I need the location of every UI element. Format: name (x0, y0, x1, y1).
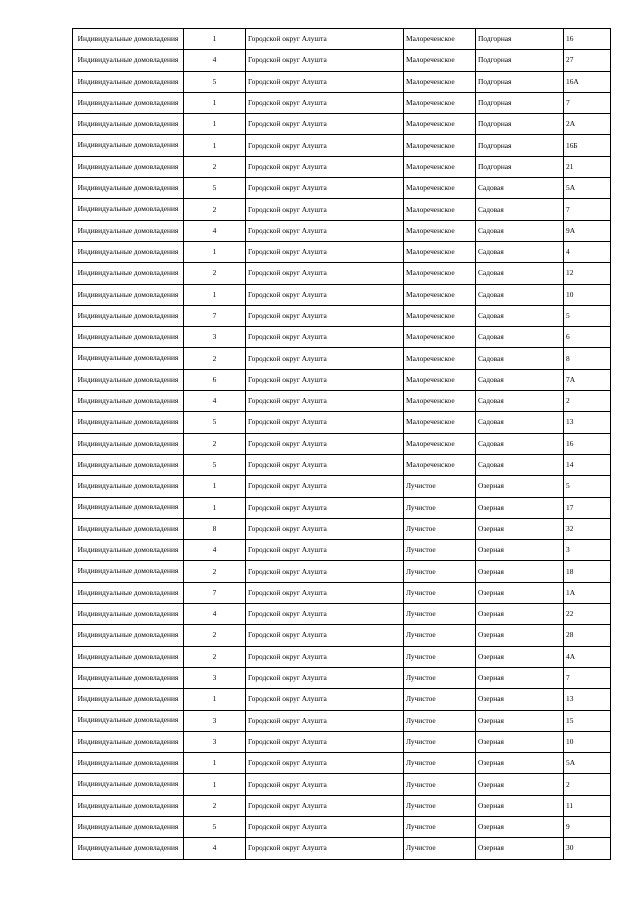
house-number-cell: 1А (564, 582, 611, 603)
table-row (73, 540, 611, 561)
house-number-cell: 18 (564, 561, 611, 582)
house-number-cell: 21 (564, 156, 611, 177)
street-cell: Садовая (476, 284, 564, 305)
count-cell: 2 (184, 348, 246, 369)
street-cell: Озерная (476, 497, 564, 518)
street-cell: Озерная (476, 816, 564, 837)
locality-cell: Малореченское (404, 199, 476, 220)
locality-cell: Малореченское (404, 327, 476, 348)
table-row (73, 625, 611, 646)
district-cell: Городской округ Алушта (246, 582, 404, 603)
street-cell: Озерная (476, 646, 564, 667)
street-cell: Садовая (476, 305, 564, 326)
street-cell: Озерная (476, 604, 564, 625)
count-cell: 5 (184, 816, 246, 837)
house-number-cell: 16 (564, 29, 611, 50)
table-row (73, 92, 611, 113)
locality-cell: Лучистое (404, 795, 476, 816)
table-row (73, 497, 611, 518)
count-cell: 4 (184, 540, 246, 561)
count-cell: 3 (184, 710, 246, 731)
count-cell: 1 (184, 774, 246, 795)
locality-cell: Лучистое (404, 838, 476, 859)
locality-cell: Лучистое (404, 540, 476, 561)
street-cell: Подгорная (476, 71, 564, 92)
house-number-cell: 15 (564, 710, 611, 731)
district-cell: Городской округ Алушта (246, 689, 404, 710)
house-number-cell: 16 (564, 433, 611, 454)
district-cell: Городской округ Алушта (246, 518, 404, 539)
locality-cell: Малореченское (404, 284, 476, 305)
locality-cell: Малореченское (404, 348, 476, 369)
table-row (73, 454, 611, 475)
housing-type-cell: Индивидуальные домовладения (73, 667, 184, 688)
locality-cell: Малореченское (404, 220, 476, 241)
street-cell: Озерная (476, 753, 564, 774)
district-cell: Городской округ Алушта (246, 156, 404, 177)
locality-cell: Лучистое (404, 667, 476, 688)
street-cell: Садовая (476, 241, 564, 262)
house-number-cell: 7А (564, 369, 611, 390)
district-cell: Городской округ Алушта (246, 497, 404, 518)
housing-type-cell: Индивидуальные домовладения (73, 582, 184, 603)
locality-cell: Малореченское (404, 433, 476, 454)
house-number-cell: 5 (564, 476, 611, 497)
count-cell: 2 (184, 795, 246, 816)
street-cell: Садовая (476, 454, 564, 475)
street-cell: Озерная (476, 561, 564, 582)
house-number-cell: 7 (564, 667, 611, 688)
house-number-cell: 32 (564, 518, 611, 539)
street-cell: Озерная (476, 689, 564, 710)
housing-type-cell: Индивидуальные домовладения (73, 50, 184, 71)
street-cell: Озерная (476, 582, 564, 603)
count-cell: 4 (184, 604, 246, 625)
count-cell: 1 (184, 497, 246, 518)
house-number-cell: 8 (564, 348, 611, 369)
district-cell: Городской округ Алушта (246, 114, 404, 135)
house-number-cell: 17 (564, 497, 611, 518)
count-cell: 2 (184, 646, 246, 667)
district-cell: Городской округ Алушта (246, 369, 404, 390)
street-cell: Садовая (476, 263, 564, 284)
house-number-cell: 22 (564, 604, 611, 625)
table-row (73, 369, 611, 390)
housing-type-cell: Индивидуальные домовладения (73, 689, 184, 710)
district-cell: Городской округ Алушта (246, 476, 404, 497)
count-cell: 2 (184, 156, 246, 177)
housing-type-cell: Индивидуальные домовладения (73, 646, 184, 667)
street-cell: Озерная (476, 731, 564, 752)
housing-type-cell: Индивидуальные домовладения (73, 114, 184, 135)
housing-type-cell: Индивидуальные домовладения (73, 241, 184, 262)
street-cell: Озерная (476, 476, 564, 497)
count-cell: 4 (184, 391, 246, 412)
housing-type-cell: Индивидуальные домовладения (73, 156, 184, 177)
housing-type-cell: Индивидуальные домовладения (73, 220, 184, 241)
count-cell: 6 (184, 369, 246, 390)
street-cell: Подгорная (476, 29, 564, 50)
count-cell: 1 (184, 241, 246, 262)
count-cell: 2 (184, 561, 246, 582)
house-number-cell: 13 (564, 689, 611, 710)
count-cell: 1 (184, 689, 246, 710)
table-row (73, 838, 611, 859)
street-cell: Озерная (476, 540, 564, 561)
locality-cell: Малореченское (404, 241, 476, 262)
housing-type-cell: Индивидуальные домовладения (73, 369, 184, 390)
locality-cell: Лучистое (404, 476, 476, 497)
district-cell: Городской округ Алушта (246, 774, 404, 795)
count-cell: 5 (184, 178, 246, 199)
locality-cell: Лучистое (404, 689, 476, 710)
locality-cell: Малореченское (404, 263, 476, 284)
district-cell: Городской округ Алушта (246, 433, 404, 454)
table-row (73, 29, 611, 50)
house-number-cell: 3 (564, 540, 611, 561)
housing-type-cell: Индивидуальные домовладения (73, 540, 184, 561)
street-cell: Садовая (476, 327, 564, 348)
count-cell: 5 (184, 412, 246, 433)
district-cell: Городской округ Алушта (246, 327, 404, 348)
table-row (73, 561, 611, 582)
district-cell: Городской округ Алушта (246, 731, 404, 752)
street-cell: Садовая (476, 433, 564, 454)
table-row (73, 50, 611, 71)
housing-type-cell: Индивидуальные домовладения (73, 284, 184, 305)
district-cell: Городской округ Алушта (246, 284, 404, 305)
count-cell: 2 (184, 199, 246, 220)
street-cell: Садовая (476, 348, 564, 369)
district-cell: Городской округ Алушта (246, 646, 404, 667)
locality-cell: Малореченское (404, 178, 476, 199)
housing-type-cell: Индивидуальные домовладения (73, 518, 184, 539)
street-cell: Садовая (476, 199, 564, 220)
table-row (73, 816, 611, 837)
housing-type-cell: Индивидуальные домовладения (73, 305, 184, 326)
house-number-cell: 5А (564, 178, 611, 199)
count-cell: 1 (184, 753, 246, 774)
district-cell: Городской округ Алушта (246, 540, 404, 561)
district-cell: Городской округ Алушта (246, 92, 404, 113)
district-cell: Городской округ Алушта (246, 667, 404, 688)
table-row (73, 731, 611, 752)
house-number-cell: 14 (564, 454, 611, 475)
table-row (73, 241, 611, 262)
table-row (73, 305, 611, 326)
table-row (73, 795, 611, 816)
locality-cell: Малореченское (404, 305, 476, 326)
district-cell: Городской округ Алушта (246, 454, 404, 475)
locality-cell: Малореченское (404, 369, 476, 390)
house-number-cell: 11 (564, 795, 611, 816)
locality-cell: Лучистое (404, 646, 476, 667)
count-cell: 1 (184, 29, 246, 50)
locality-cell: Лучистое (404, 604, 476, 625)
district-cell: Городской округ Алушта (246, 241, 404, 262)
street-cell: Подгорная (476, 156, 564, 177)
house-number-cell: 4 (564, 241, 611, 262)
locality-cell: Малореченское (404, 412, 476, 433)
table-row (73, 667, 611, 688)
table-row (73, 348, 611, 369)
district-cell: Городской округ Алушта (246, 795, 404, 816)
street-cell: Подгорная (476, 135, 564, 156)
housing-type-cell: Индивидуальные домовладения (73, 838, 184, 859)
locality-cell: Лучистое (404, 582, 476, 603)
table-row (73, 391, 611, 412)
count-cell: 1 (184, 114, 246, 135)
locality-cell: Лучистое (404, 753, 476, 774)
table-row (73, 327, 611, 348)
count-cell: 4 (184, 838, 246, 859)
table-row (73, 433, 611, 454)
count-cell: 1 (184, 476, 246, 497)
district-cell: Городской округ Алушта (246, 838, 404, 859)
locality-cell: Малореченское (404, 454, 476, 475)
locality-cell: Малореченское (404, 156, 476, 177)
house-number-cell: 27 (564, 50, 611, 71)
table-row (73, 710, 611, 731)
district-cell: Городской округ Алушта (246, 710, 404, 731)
count-cell: 5 (184, 71, 246, 92)
district-cell: Городской округ Алушта (246, 178, 404, 199)
locality-cell: Лучистое (404, 497, 476, 518)
house-number-cell: 10 (564, 731, 611, 752)
house-number-cell: 30 (564, 838, 611, 859)
house-number-cell: 28 (564, 625, 611, 646)
table-row (73, 604, 611, 625)
house-number-cell: 5 (564, 305, 611, 326)
locality-cell: Малореченское (404, 71, 476, 92)
street-cell: Озерная (476, 667, 564, 688)
house-number-cell: 5А (564, 753, 611, 774)
house-number-cell: 16Б (564, 135, 611, 156)
house-number-cell: 9А (564, 220, 611, 241)
street-cell: Озерная (476, 795, 564, 816)
table-row (73, 220, 611, 241)
count-cell: 1 (184, 135, 246, 156)
street-cell: Подгорная (476, 50, 564, 71)
housing-type-cell: Индивидуальные домовладения (73, 454, 184, 475)
count-cell: 8 (184, 518, 246, 539)
count-cell: 2 (184, 433, 246, 454)
locality-cell: Малореченское (404, 391, 476, 412)
housing-type-cell: Индивидуальные домовладения (73, 625, 184, 646)
house-number-cell: 2 (564, 391, 611, 412)
housing-type-cell: Индивидуальные домовладения (73, 71, 184, 92)
house-number-cell: 9 (564, 816, 611, 837)
table-row (73, 774, 611, 795)
housing-type-cell: Индивидуальные домовладения (73, 327, 184, 348)
street-cell: Озерная (476, 518, 564, 539)
district-cell: Городской округ Алушта (246, 50, 404, 71)
locality-cell: Лучистое (404, 561, 476, 582)
district-cell: Городской округ Алушта (246, 625, 404, 646)
locality-cell: Лучистое (404, 731, 476, 752)
housing-type-cell: Индивидуальные домовладения (73, 476, 184, 497)
street-cell: Садовая (476, 220, 564, 241)
district-cell: Городской округ Алушта (246, 604, 404, 625)
housing-type-cell: Индивидуальные домовладения (73, 433, 184, 454)
table-row (73, 518, 611, 539)
house-number-cell: 7 (564, 199, 611, 220)
street-cell: Озерная (476, 838, 564, 859)
table-row (73, 476, 611, 497)
district-cell: Городской округ Алушта (246, 348, 404, 369)
district-cell: Городской округ Алушта (246, 561, 404, 582)
table-row (73, 263, 611, 284)
house-number-cell: 12 (564, 263, 611, 284)
housing-type-cell: Индивидуальные домовладения (73, 92, 184, 113)
count-cell: 7 (184, 305, 246, 326)
district-cell: Городской округ Алушта (246, 391, 404, 412)
housing-type-cell: Индивидуальные домовладения (73, 348, 184, 369)
street-cell: Садовая (476, 369, 564, 390)
house-number-cell: 6 (564, 327, 611, 348)
housing-type-cell: Индивидуальные домовладения (73, 816, 184, 837)
locality-cell: Малореченское (404, 135, 476, 156)
housing-type-cell: Индивидуальные домовладения (73, 412, 184, 433)
locality-cell: Малореченское (404, 29, 476, 50)
house-number-cell: 7 (564, 92, 611, 113)
district-cell: Городской округ Алушта (246, 220, 404, 241)
district-cell: Городской округ Алушта (246, 753, 404, 774)
district-cell: Городской округ Алушта (246, 71, 404, 92)
housing-type-cell: Индивидуальные домовладения (73, 497, 184, 518)
address-table-body (73, 29, 611, 860)
housing-type-cell: Индивидуальные домовладения (73, 391, 184, 412)
locality-cell: Лучистое (404, 774, 476, 795)
street-cell: Озерная (476, 710, 564, 731)
count-cell: 3 (184, 327, 246, 348)
count-cell: 3 (184, 731, 246, 752)
housing-type-cell: Индивидуальные домовладения (73, 795, 184, 816)
address-table (72, 28, 611, 860)
street-cell: Озерная (476, 774, 564, 795)
district-cell: Городской округ Алушта (246, 135, 404, 156)
locality-cell: Лучистое (404, 625, 476, 646)
house-number-cell: 2 (564, 774, 611, 795)
housing-type-cell: Индивидуальные домовладения (73, 753, 184, 774)
street-cell: Озерная (476, 625, 564, 646)
table-row (73, 412, 611, 433)
house-number-cell: 16А (564, 71, 611, 92)
count-cell: 2 (184, 625, 246, 646)
district-cell: Городской округ Алушта (246, 263, 404, 284)
house-number-cell: 10 (564, 284, 611, 305)
housing-type-cell: Индивидуальные домовладения (73, 199, 184, 220)
street-cell: Садовая (476, 178, 564, 199)
table-row (73, 753, 611, 774)
table-row (73, 199, 611, 220)
housing-type-cell: Индивидуальные домовладения (73, 774, 184, 795)
housing-type-cell: Индивидуальные домовладения (73, 29, 184, 50)
count-cell: 5 (184, 454, 246, 475)
table-row (73, 689, 611, 710)
housing-type-cell: Индивидуальные домовладения (73, 710, 184, 731)
housing-type-cell: Индивидуальные домовладения (73, 263, 184, 284)
housing-type-cell: Индивидуальные домовладения (73, 561, 184, 582)
locality-cell: Малореченское (404, 114, 476, 135)
house-number-cell: 13 (564, 412, 611, 433)
locality-cell: Малореченское (404, 50, 476, 71)
table-row (73, 646, 611, 667)
count-cell: 1 (184, 284, 246, 305)
count-cell: 3 (184, 667, 246, 688)
house-number-cell: 4А (564, 646, 611, 667)
table-row (73, 71, 611, 92)
table-row (73, 156, 611, 177)
count-cell: 7 (184, 582, 246, 603)
table-row (73, 582, 611, 603)
housing-type-cell: Индивидуальные домовладения (73, 731, 184, 752)
locality-cell: Лучистое (404, 816, 476, 837)
housing-type-cell: Индивидуальные домовладения (73, 604, 184, 625)
count-cell: 4 (184, 220, 246, 241)
locality-cell: Лучистое (404, 710, 476, 731)
housing-type-cell: Индивидуальные домовладения (73, 178, 184, 199)
table-row (73, 284, 611, 305)
table-row (73, 135, 611, 156)
street-cell: Садовая (476, 391, 564, 412)
locality-cell: Лучистое (404, 518, 476, 539)
count-cell: 1 (184, 92, 246, 113)
district-cell: Городской округ Алушта (246, 29, 404, 50)
count-cell: 4 (184, 50, 246, 71)
street-cell: Подгорная (476, 114, 564, 135)
district-cell: Городской округ Алушта (246, 816, 404, 837)
district-cell: Городской округ Алушта (246, 199, 404, 220)
street-cell: Садовая (476, 412, 564, 433)
street-cell: Подгорная (476, 92, 564, 113)
housing-type-cell: Индивидуальные домовладения (73, 135, 184, 156)
district-cell: Городской округ Алушта (246, 305, 404, 326)
locality-cell: Малореченское (404, 92, 476, 113)
table-row (73, 114, 611, 135)
house-number-cell: 2А (564, 114, 611, 135)
table-row (73, 178, 611, 199)
count-cell: 2 (184, 263, 246, 284)
district-cell: Городской округ Алушта (246, 412, 404, 433)
